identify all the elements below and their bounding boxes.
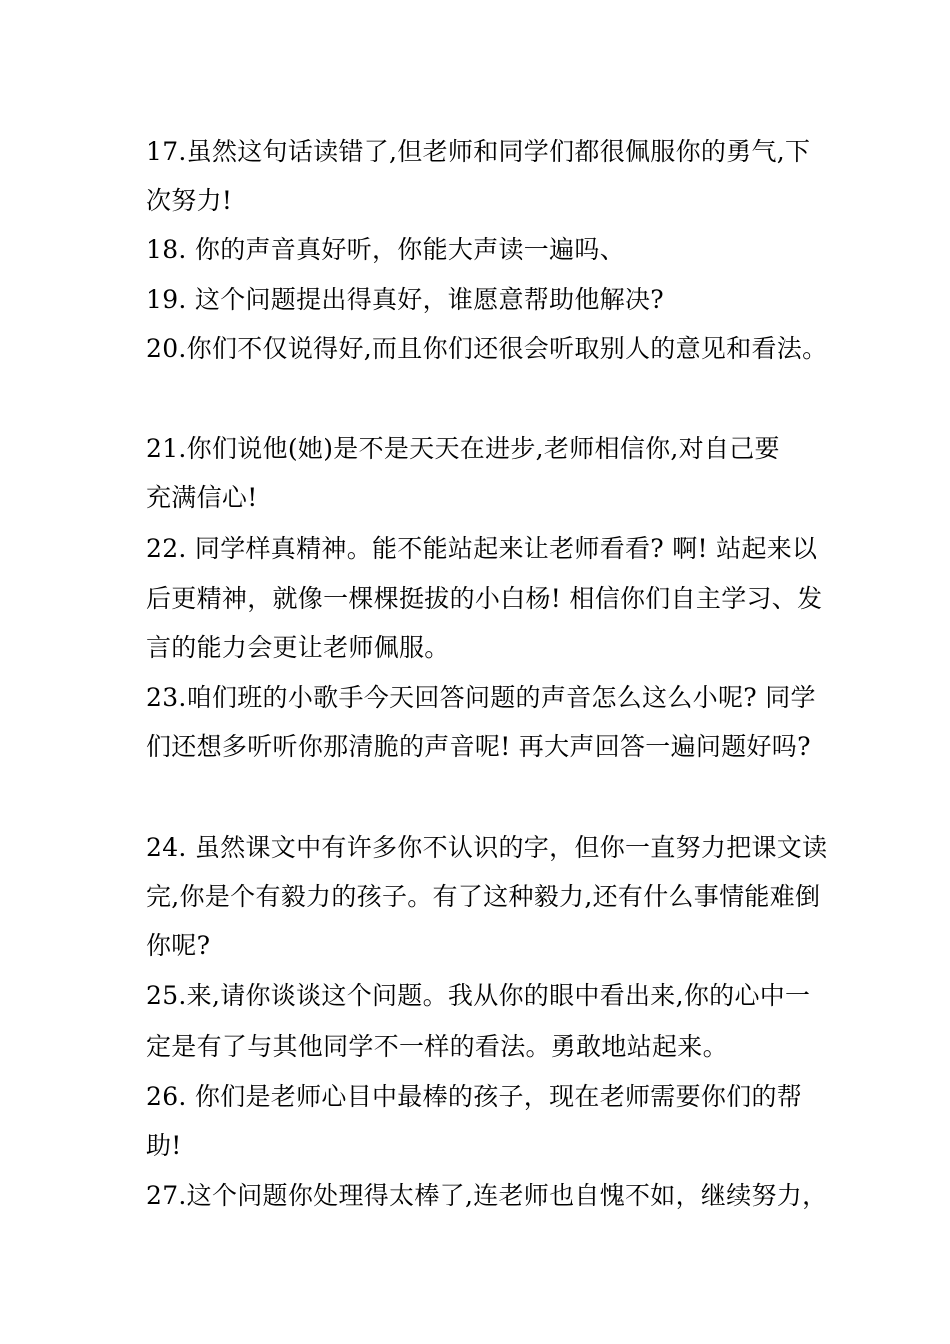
text-line: 完,你是个有毅力的孩子。有了这种毅力,还有什么事情能难倒 (146, 882, 821, 911)
text-line: 26. 你们是老师心目中最棒的孩子，现在老师需要你们的帮 (146, 1082, 803, 1111)
text-line: 定是有了与其他同学不一样的看法。勇敢地站起来。 (146, 1032, 728, 1061)
text-line: 25.来,请你谈谈这个问题。我从你的眼中看出来,你的心中一 (146, 981, 811, 1010)
text-line: 你呢? (146, 931, 211, 960)
text-line: 21.你们说他(她)是不是天天在进步,老师相信你,对自己要 (146, 434, 780, 463)
text-line: 19. 这个问题提出得真好，谁愿意帮助他解决? (146, 285, 665, 314)
text-line: 23.咱们班的小歌手今天回答问题的声音怎么这么小呢? 同学 (146, 683, 816, 712)
text-line: 22. 同学样真精神。能不能站起来让老师看看? 啊! 站起来以 (146, 534, 818, 563)
text-line: 言的能力会更让老师佩服。 (146, 633, 450, 662)
text-line: 18. 你的声音真好听，你能大声读一遍吗、 (146, 235, 626, 264)
text-line: 充满信心! (146, 483, 258, 512)
text-line: 17.虽然这句话读错了,但老师和同学们都很佩服你的勇气,下 (146, 137, 811, 166)
text-line: 次努力! (146, 186, 233, 215)
text-line: 20.你们不仅说得好,而且你们还很会听取别人的意见和看法。 (146, 334, 828, 363)
text-line: 27.这个问题你处理得太棒了,连老师也自愧不如，继续努力， (146, 1181, 828, 1210)
text-line: 24. 虽然课文中有许多你不认识的字，但你一直努力把课文读 (146, 833, 828, 862)
text-line: 们还想多听听你那清脆的声音呢! 再大声回答一遍问题好吗? (146, 732, 811, 761)
text-line: 后更精神，就像一棵棵挺拔的小白杨! 相信你们自主学习、发 (146, 584, 823, 613)
text-line: 助! (146, 1131, 182, 1160)
